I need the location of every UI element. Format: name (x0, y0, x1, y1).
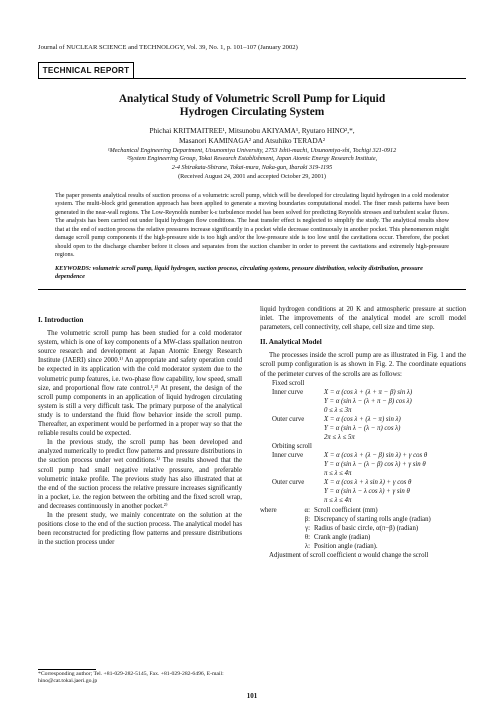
affiliations (38, 147, 466, 172)
equation-line: Y = α (sin λ − (λ − π) cos λ) (324, 424, 401, 432)
fixed-inner-label: Inner curve (272, 388, 304, 396)
equation-line: X = α (cos λ + (λ − β) sin λ) + γ cos θ (324, 451, 428, 459)
variable-definition: Radius of basic circle, α(π−β) (radian) (314, 524, 419, 532)
equation-line: X = α (cos λ + (λ + π − β) sin λ) (324, 388, 413, 396)
journal-citation: Journal of NUCLEAR SCIENCE and TECHNOLOGY, Vol. 39, No. 1, p. 101–107 (January 2002) (38, 44, 298, 51)
intro-paragraph-1: The volumetric scroll pump has been studied for a cold moderator system, which is one of key components of a MW-class spallation neutron source research and development at Japan Atomic Energy Research Institute (JAERI) since 2000.¹⁾ An appropriate and safety operation could be expected in its application with the cold moderator system due to the volumetric pump features, i.e. two-phase flow capability, low speed, small size, and proportional flow rate control.¹,²⁾ At present, the design of the scroll pump components in an application of liquid hydrogen circulating system is still a very difficult task. The primary purpose of the analytical study is to understand the fluid flow behavior inside the scroll pump. Thereafter, an experiment would be performed in a proper way so that the reliable results could be expected. (38, 330, 242, 438)
orbit-inner-label: Inner curve (272, 451, 304, 459)
section-heading-analytical-model: II. Analytical Model (260, 338, 322, 347)
variable-symbol: α: (304, 506, 310, 514)
intro-continuation: liquid hydrogen conditions at 20 K and atmospheric pressure at suction inlet. The improvements of the analytical model are scroll model parameters, cell connectivity, cell shape, cell size and time step. (260, 306, 466, 332)
paper-title (38, 93, 466, 119)
equation-line: π ≤ λ ≤ 4π (324, 496, 352, 504)
affiliation-1: ¹Mechanical Engineering Department, Utsunomiya University, 2753 Ishii-machi, Utsunomiya-shi, Tochigi 321-0912 (107, 147, 397, 154)
equation-line: Y = α (sin λ − λ cos λ) + γ sin θ (324, 487, 410, 495)
equation-line: 2π ≤ λ ≤ 5π (324, 433, 355, 441)
equation-line: π ≤ λ ≤ 4π (324, 469, 352, 477)
footnote-rule (38, 669, 96, 670)
keywords: KEYWORDS: volumetric scroll pump, liquid hydrogen, suction process, circulating systems, pressure distribution, velocity distribution, pressure dependence (55, 265, 423, 281)
orbiting-scroll-label: Orbiting scroll (272, 442, 312, 450)
right-column (260, 305, 466, 560)
title-line-2: Hydrogen Circulating System (179, 106, 325, 119)
abstract: The paper presents analytical results of suction process of a volumetric scroll pump, which will be developed for circulating liquid hydrogen in a cold moderator system. The multi-block grid generation approach has been applied to generate a moving boundaries computational model. The finer mesh patterns have been generated in the near-wall regions. The Low-Reynolds number k-ε turbulence model has been solved for predicting Reynolds stresses and turbulent scalar fluxes. The analysis has been carried out under liquid hydrogen flow conditions. The heat transfer effect is neglected to simplify the study. The analytical results show that at the end of suction process the relative pressures increase significantly in a pocket while decrease continuously in another pocket. This phenomenon might damage scroll pump components if the high-pressure side is too high and/or the low-pressure side is too low until the cavitations occur. Therefore, the pocket should open to the discharge chamber before it closes and separates from the suction chamber in order to prevent the cavitations and extremely high-pressure regions. (55, 193, 449, 259)
equation-line: 0 ≤ λ ≤ 3π (324, 406, 352, 414)
variable-definition: Scroll coefficient (mm) (314, 506, 378, 514)
orbit-outer-label: Outer curve (272, 478, 305, 486)
variable-definitions (260, 506, 466, 551)
affiliation-2: ²System Engineering Group, Tokai Research Establishment, Japan Atomic Energy Research Institute, (126, 155, 378, 163)
variable-definition: Discrepancy of starting rolls angle (radian) (314, 515, 431, 523)
header-rule (38, 78, 466, 79)
authors (38, 126, 466, 146)
model-paragraph: The processes inside the scroll pump are as illustrated in Fig. 1 and the scroll pump configuration is as shown in Fig. 2. The coordinate equations of the perimeter curves of the scrolls are as follows: (260, 352, 466, 378)
equation-line: X = α (cos λ + (λ − π) sin λ) (324, 415, 401, 423)
model-last-line: Adjustment of scroll coefficient α would change the scroll (269, 551, 429, 559)
intro-paragraph-2: In the previous study, the scroll pump has been developed and analyzed numerically to predict flow patterns and pressure distributions in the suction process under wet conditions.¹⁾ The results showed that the scroll pump had small negative relative pressure, and preferable volumetric intake profile. The previous study has also illustrated that at the end of the suction process the relative pressure increases significantly in a pocket, i.e. the region between the orbiting and the fixed scroll wrap, and decreases continuously in another pocket.²⁾ (38, 439, 242, 510)
fixed-outer-label: Outer curve (272, 415, 305, 423)
authors-line-2: Masanori KAMINAGA² and Atsuhiko TERADA² (178, 136, 326, 145)
where-label: where (260, 506, 277, 514)
authors-line-1: Phichai KRITMAITREE¹, Mitsunobu AKIYAMA¹, Ryutaro HINO²,*, (149, 126, 355, 135)
section-heading-introduction: I. Introduction (38, 316, 84, 324)
equation-line: Y = α (sin λ − (λ + π − β) cos λ) (324, 397, 412, 405)
variable-definition: Crank angle (radian) (314, 533, 371, 541)
equation-line: X = α (cos λ + λ sin λ) + γ cos θ (324, 478, 412, 486)
fixed-scroll-equations (260, 379, 466, 442)
intro-paragraph-3: In the present study, we mainly concentrate on the solution at the positions close to the end of the suction process. The analytical model has been reconstructed for predicting flow patterns and pressure distributions in the suction process under (38, 511, 242, 547)
orbiting-scroll-equations (260, 442, 466, 505)
received-dates: (Received August 24, 2001 and accepted October 29, 2001) (178, 173, 326, 180)
affiliation-2-address: 2-4 Shirakata-Shirane, Tokai-mura, Naka-gun, Ibaraki 319-1195 (171, 163, 333, 171)
report-type-label: TECHNICAL REPORT (38, 62, 134, 79)
equation-line: Y = α (sin λ − (λ − β) cos λ) + γ sin θ (324, 460, 426, 468)
variable-symbol: γ: (305, 524, 310, 532)
page-number: 101 (246, 692, 258, 700)
variable-symbol: β: (304, 515, 310, 523)
fixed-scroll-label: Fixed scroll (272, 379, 305, 387)
left-column (38, 316, 242, 547)
abstract-rule (38, 289, 466, 290)
corresponding-author-footnote: *Corresponding author; Tel. +81-029-282-5145, Fax. +81-029-282-6496, E-mail: hino@cat.tokai.jaeri.go.jp (38, 671, 224, 685)
variable-symbol: θ: (304, 533, 310, 541)
variable-definition: Position angle (radian). (314, 542, 378, 550)
title-line-1: Analytical Study of Volumetric Scroll Pump for Liquid (118, 93, 386, 105)
variable-symbol: λ: (304, 542, 310, 550)
